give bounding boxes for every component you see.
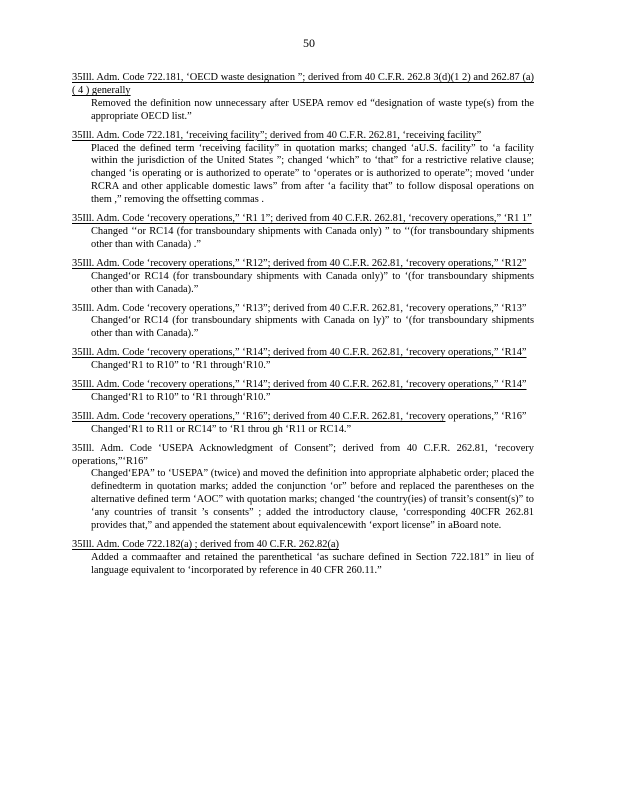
- entry-heading-underlined: 35Ill. Adm. Code ‘recovery operations,” ‘R14”; derived from 40 C.F.R. 262.81, ‘recovery operations,” ‘R14”: [72, 347, 527, 359]
- revision-entry: [72, 303, 534, 342]
- revision-entry: [72, 258, 534, 297]
- revision-entry: [72, 347, 534, 373]
- entry-description: Changed‘R1 to R11 or RC14” to ‘R1 throu gh ‘R11 or RC14.”: [91, 423, 352, 435]
- entry-heading: [72, 347, 534, 360]
- entry-heading: [72, 411, 534, 424]
- revision-notes: [72, 72, 534, 584]
- entry-description: Changed‘EPA” to ‘USEPA” (twice) and moved the definition into appropriate alphabetic order; placed the definedterm in quotation marks; added the conjunction ‘or” before and replaced the parentheses on the alternative defined term ‘AOC” with quotation marks; changed ‘the country(ies) of transit’s consent(s)” to ‘any countries of transit ’s consents” ; added the introductory clause, ‘corresponding 40CFR 262.81 provides that,” and appended the statement about equivalencewith ‘export license” in aBoard note.: [91, 468, 534, 532]
- entry-description: Removed the definition now unnecessary after USEPA remov ed “designation of waste type(s) from the appropriate OECD list.”: [91, 97, 534, 122]
- entry-heading: [72, 539, 534, 552]
- entry-heading-underlined: 35Ill. Adm. Code 722.181, ‘OECD waste designation ”; derived from 40 C.F.R. 262.8 3(d)(1 2) and 262.87 (a)( 4 ) generally: [72, 72, 534, 96]
- entry-heading-plain: 35Ill. Adm. Code ‘recovery operations,” ‘R13”; derived from 40 C.F.R. 262.81, ‘recovery operations,” ‘R13”: [72, 302, 527, 314]
- entry-heading: [72, 213, 534, 226]
- entry-description: Changed‘or RC14 (for transboundary shipments with Canada on ly)” to ‘(for transboundary shipments other than with Canada).”: [91, 315, 534, 340]
- entry-heading-underlined: 35Ill. Adm. Code ‘recovery operations,” ‘R16”; derived from 40 C.F.R. 262.81, ‘recovery: [72, 410, 446, 422]
- entry-heading-plain: operations,” ‘R16”: [445, 410, 527, 422]
- revision-entry: [72, 379, 534, 405]
- entry-heading: [72, 379, 534, 392]
- revision-entry: [72, 539, 534, 578]
- entry-heading-plain: 35Ill. Adm. Code ‘USEPA Acknowledgment of Consent”; derived from 40 C.F.R. 262.81, ‘recovery operations,”‘R16”: [72, 442, 534, 467]
- entry-heading: [72, 258, 534, 271]
- revision-entry: [72, 130, 534, 207]
- entry-description: Changed‘R1 to R10” to ‘R1 through‘R10.”: [91, 391, 271, 403]
- entry-heading: [72, 443, 534, 469]
- entry-description: Changed‘R1 to R10” to ‘R1 through‘R10.”: [91, 360, 271, 372]
- entry-description: Changed‘or RC14 (for transboundary shipments with Canada only)” to ‘(for transboundary shipments other than with Canada).”: [91, 270, 534, 295]
- entry-description: Added a commaafter and retained the parenthetical ‘as suchare defined in Section 722.181” in lieu of language equivalent to ‘incorporated by reference in 40 CFR 260.11.”: [91, 551, 534, 576]
- entry-heading-underlined: 35Ill. Adm. Code ‘recovery operations,” ‘R14”; derived from 40 C.F.R. 262.81, ‘recovery operations,” ‘R14”: [72, 379, 527, 391]
- entry-heading-underlined: 35Ill. Adm. Code 722.181, ‘receiving facility”; derived from 40 C.F.R. 262.81, ‘receiving facility”: [72, 129, 482, 141]
- entry-heading: [72, 130, 534, 143]
- entry-heading: [72, 303, 534, 316]
- entry-heading-underlined: 35Ill. Adm. Code ‘recovery operations,” ‘R1 1”; derived from 40 C.F.R. 262.81, ‘recovery operations,” ‘R1 1”: [72, 213, 532, 225]
- entry-description: Changed ‘‘or RC14 (for transboundary shipments with Canada only) ” to ‘‘(for transboundary shipments other than with Canada) .”: [91, 225, 534, 250]
- page-number: 50: [303, 36, 315, 50]
- entry-heading-underlined: 35Ill. Adm. Code ‘recovery operations,” ‘R12”; derived from 40 C.F.R. 262.81, ‘recovery operations,” ‘R12”: [72, 257, 527, 269]
- revision-entry: [72, 411, 534, 437]
- entry-heading: [72, 72, 534, 98]
- entry-description: Placed the defined term ‘receiving facility” in quotation marks; changed ‘aU.S. facility” to ‘a facility within the jurisdiction of the United States ”; changed ‘which” to ‘that” for a restrictive relative clause; changed ‘is operating or is authorized to operate” to ‘operates or is authorized to operate”; moved ‘under RCRA and other applicable domestic laws” from after ‘a facility that” to follow disposal operations on them ,” removing the offsetting commas .: [91, 142, 534, 206]
- revision-entry: [72, 213, 534, 252]
- revision-entry: [72, 72, 534, 124]
- entry-heading-underlined: 35Ill. Adm. Code 722.182(a) ; derived from 40 C.F.R. 262.82(a): [72, 539, 339, 550]
- revision-entry: [72, 443, 534, 533]
